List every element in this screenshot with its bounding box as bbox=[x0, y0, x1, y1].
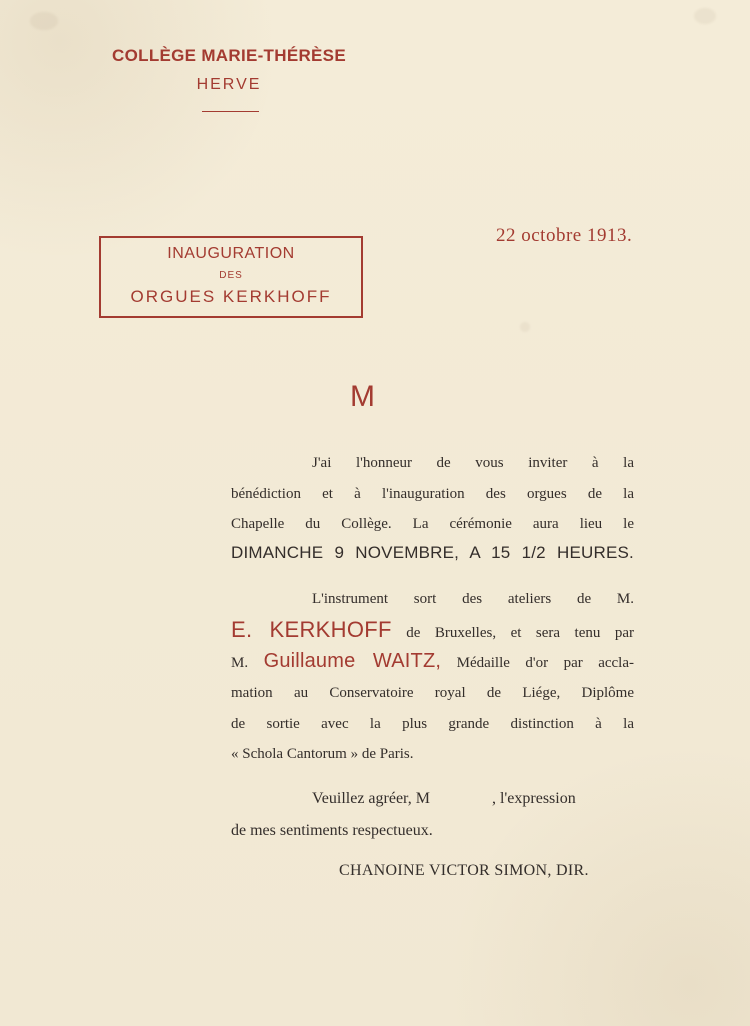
town-name: HERVE bbox=[196, 76, 262, 93]
inauguration-line-2: DES bbox=[219, 270, 243, 281]
header-rule bbox=[202, 111, 259, 112]
closing-line-1 bbox=[312, 790, 576, 808]
paper-stain bbox=[694, 8, 716, 24]
invitation-line-4: DIMANCHE 9 NOVEMBRE, A 15 1/2 HEURES. bbox=[231, 543, 634, 562]
instrument-line-3-suffix: Médaille d'or par accla- bbox=[456, 655, 634, 671]
instrument-line-4: mation au Conservatoire royal de Liége, Diplôme bbox=[231, 685, 634, 701]
organist-name: Guillaume WAITZ, bbox=[263, 650, 442, 672]
invitation-line-2: bénédiction et à l'inauguration des orgues de la bbox=[231, 486, 634, 502]
instrument-line-3-prefix: M. bbox=[231, 655, 249, 671]
closing-line-1-prefix: Veuillez agréer, M bbox=[312, 790, 430, 807]
instrument-line-6: « Schola Cantorum » de Paris. bbox=[231, 746, 414, 762]
inauguration-line-1: INAUGURATION bbox=[167, 245, 295, 262]
instrument-line-5: de sortie avec la plus grande distinction à la bbox=[231, 716, 634, 732]
instrument-line-3 bbox=[231, 650, 634, 673]
invitation-line-1: J'ai l'honneur de vous inviter à la bbox=[312, 455, 634, 471]
letter-date: 22 octobre 1913. bbox=[496, 225, 633, 246]
paper-stain bbox=[520, 322, 530, 332]
signature-line: CHANOINE VICTOR SIMON, DIR. bbox=[339, 862, 589, 879]
salutation: M bbox=[350, 380, 376, 413]
inauguration-line-3: ORGUES KERKHOFF bbox=[130, 287, 332, 306]
closing-line-1-suffix: , l'expression bbox=[491, 790, 576, 807]
builder-name: E. KERKHOFF bbox=[231, 617, 392, 642]
instrument-line-2-suffix: de Bruxelles, et sera tenu par bbox=[406, 625, 634, 641]
instrument-line-2 bbox=[231, 617, 634, 643]
invitation-line-3: Chapelle du Collège. La cérémonie aura lieu le bbox=[231, 516, 634, 532]
closing-line-2: de mes sentiments respectueux. bbox=[231, 822, 433, 839]
instrument-line-1: L'instrument sort des ateliers de M. bbox=[312, 591, 634, 607]
paper-stain bbox=[30, 12, 58, 30]
college-name: COLLÈGE MARIE-THÉRÈSE bbox=[112, 46, 346, 65]
